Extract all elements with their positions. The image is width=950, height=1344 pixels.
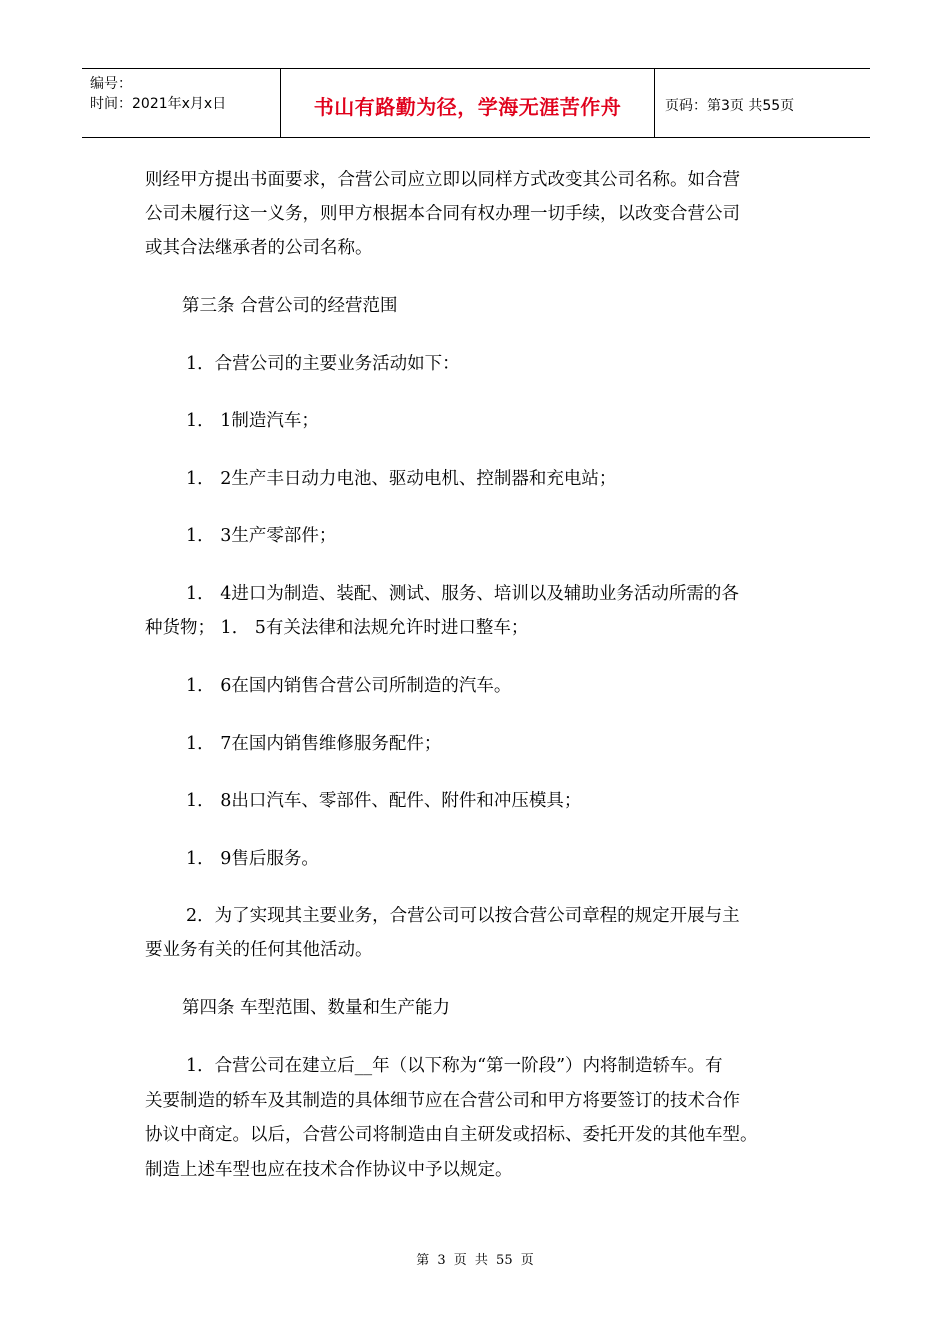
list-item: 1．合营公司的主要业务活动如下： (186, 354, 460, 374)
paragraph-line: 1．合营公司在建立后__年（以下称为“第一阶段”）内将制造轿车。有 (186, 1056, 723, 1076)
header-motto: 书山有路勤为径，学海无涯苦作舟 (313, 95, 622, 119)
document-date-label: 时间：2021年x月x日 (90, 96, 227, 112)
header-info-cell (82, 69, 281, 137)
article-3-title: 第三条 合营公司的经营范围 (182, 296, 398, 316)
list-item: 1． 8出口汽车、零部件、配件、附件和冲压模具； (186, 791, 582, 811)
paragraph-line: 协议中商定。以后，合营公司将制造由自主研发或招标、委托开发的其他车型。 (145, 1125, 758, 1145)
document-number-label: 编号： (90, 76, 132, 92)
paragraph-line: 要业务有关的任何其他活动。 (145, 940, 373, 960)
list-item: 1． 1制造汽车； (186, 411, 319, 431)
header-motto-cell (281, 69, 655, 137)
list-item: 1． 7在国内销售维修服务配件； (186, 734, 442, 754)
page-header (82, 68, 870, 138)
page-footer: 第 3 页 共 55 页 (416, 1253, 534, 1268)
paragraph-line: 公司未履行这一义务，则甲方根据本合同有权办理一切手续，以改变合营公司 (145, 204, 740, 224)
article-4-title: 第四条 车型范围、数量和生产能力 (182, 998, 451, 1018)
list-item: 1． 2生产丰日动力电池、驱动电机、控制器和充电站； (186, 469, 617, 489)
list-item: 种货物； 1． 5有关法律和法规允许时进口整车； (145, 618, 529, 638)
paragraph-line: 或其合法继承者的公司名称。 (145, 238, 373, 258)
paragraph-line: 关要制造的轿车及其制造的具体细节应在合营公司和甲方将要签订的技术合作 (145, 1091, 740, 1111)
paragraph-line: 2．为了实现其主要业务，合营公司可以按合营公司章程的规定开展与主 (186, 906, 740, 926)
paragraph-line: 制造上述车型也应在技术合作协议中予以规定。 (145, 1160, 513, 1180)
list-item: 1． 4进口为制造、装配、测试、服务、培训以及辅助业务活动所需的各 (186, 584, 739, 604)
list-item: 1． 9售后服务。 (186, 849, 319, 869)
list-item: 1． 3生产零部件； (186, 526, 337, 546)
paragraph-line: 则经甲方提出书面要求，合营公司应立即以同样方式改变其公司名称。如合营 (145, 170, 740, 190)
header-page-cell (655, 69, 870, 137)
list-item: 1． 6在国内销售合营公司所制造的汽车。 (186, 676, 512, 696)
header-page-label: 页码：第3页 共55页 (665, 98, 795, 114)
